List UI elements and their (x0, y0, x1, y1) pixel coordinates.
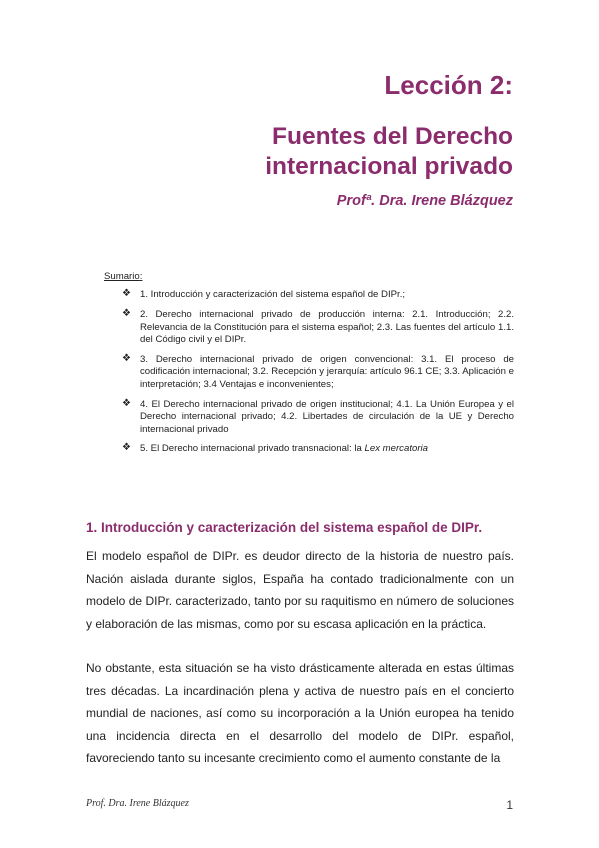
author-name: Profª. Dra. Irene Blázquez (336, 193, 513, 209)
diamond-bullet-icon: ❖ (122, 442, 131, 454)
topic-title (265, 122, 513, 182)
summary-label-colon: : (139, 271, 143, 282)
summary-item (104, 309, 514, 346)
diamond-bullet-icon: ❖ (122, 397, 131, 409)
summary-list (104, 289, 514, 455)
summary-label (104, 271, 514, 283)
summary-item-text: 2. Derecho internacional privado de producción interna: 2.1. Introducción; 2.2. Relevancia de la Constitución para el sistema español; 2.3. Las fuentes del artículo 1.1. del Código civil y el DIPr. (140, 309, 514, 346)
summary-item-text: 4. El Derecho internacional privado de origen institucional; 4.1. La Unión Europea y el Derecho internacional privado; 4.2. Libertades de circulación de la UE y Derecho internacional privado (140, 398, 514, 435)
summary-item (104, 399, 514, 436)
footer-author: Prof. Dra. Irene Blázquez (86, 798, 189, 809)
summary-item-text: 1. Introducción y caracterización del sistema español de DIPr.; (140, 289, 406, 301)
summary-item (104, 289, 514, 301)
summary-item (104, 354, 514, 391)
summary-item (104, 443, 514, 455)
summary-section (104, 271, 514, 463)
summary-item-text: 3. Derecho internacional privado de origen convencional: 3.1. El proceso de codificación internacional; 3.2. Recepción y jerarquía: artículo 96.1 CE; 3.3. Aplicación e interpretación; 3.4 Ventajas e inconvenientes; (140, 354, 514, 390)
summary-item-emphasis: Lex mercatoria (364, 443, 428, 455)
lesson-title: Lección 2: (384, 70, 513, 100)
topic-title-line-2: internacional privado (265, 153, 513, 180)
diamond-bullet-icon: ❖ (122, 353, 131, 365)
summary-label-text: Sumario (104, 271, 140, 282)
topic-title-line-1: Fuentes del Derecho (272, 123, 513, 150)
page-footer (86, 798, 513, 812)
diamond-bullet-icon: ❖ (122, 308, 131, 320)
diamond-bullet-icon: ❖ (122, 288, 131, 300)
summary-item-text: 5. El Derecho internacional privado transnacional: la (140, 443, 365, 455)
section-heading: 1. Introducción y caracterización del sistema español de DIPr. (86, 520, 483, 535)
page-number: 1 (506, 798, 513, 812)
body-paragraph-2: No obstante, esta situación se ha visto drásticamente alterada en estas últimas tres décadas. La incardinación plena y activa de nuestro país en el concierto mundial de naciones, así como su incorporación a la Unión europea ha tenido una incidencia directa en el desarrollo del modelo de DIPr. español, favoreciendo tanto su incesante crecimiento como el aumento constante de la (86, 661, 514, 765)
body-paragraph-1: El modelo español de DIPr. es deudor directo de la historia de nuestro país. Nación aislada durante siglos, España ha contado tradicionalmente con un modelo de DIPr. caracterizado, tanto por su raquitismo en número de soluciones y elaboración de las mismas, como por su escasa aplicación en la práctica. (86, 549, 514, 631)
